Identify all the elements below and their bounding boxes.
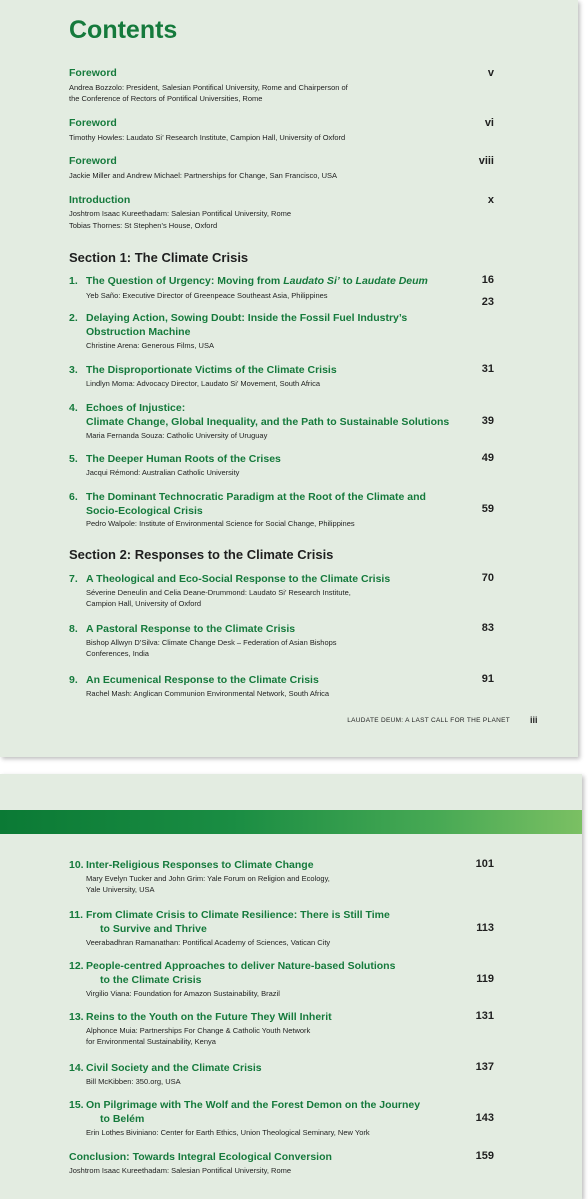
toc-author: Christine Arena: Generous Films, USA: [86, 341, 214, 350]
toc-entry-title: Foreword: [69, 67, 117, 79]
toc-author: the Conference of Rectors of Pontifical Universities, Rome: [69, 94, 263, 103]
toc-author: Yeb Saño: Executive Director of Greenpeace Southeast Asia, Philippines: [86, 291, 328, 300]
toc-page-number: 137: [475, 1061, 494, 1073]
toc-author: Alphonce Muia: Partnerships For Change & Catholic Youth Network: [86, 1026, 311, 1035]
toc-chapter-title: The Deeper Human Roots of the Crises: [86, 453, 281, 465]
toc-author: Bishop Allwyn D’Silva: Climate Change Desk – Federation of Asian Bishops: [86, 638, 337, 647]
toc-chapter-title: to Belém: [100, 1113, 145, 1125]
toc-chapter-title: Inter-Religious Responses to Climate Change: [86, 859, 314, 871]
toc-chapter-title: Socio-Ecological Crisis: [86, 505, 203, 517]
toc-page-number: 119: [476, 973, 494, 985]
toc-entry-title: Introduction: [69, 194, 131, 206]
toc-author: Mary Evelyn Tucker and John Grim: Yale Forum on Religion and Ecology,: [86, 874, 330, 883]
page-title: Contents: [69, 16, 178, 44]
toc-chapter-title: The Disproportionate Victims of the Climate Crisis: [86, 364, 337, 376]
toc-page-number: 70: [481, 572, 494, 584]
toc-author: Campion Hall, University of Oxford: [86, 599, 202, 608]
toc-chapter-number: 4.: [69, 402, 78, 414]
contents-page-continued: [0, 774, 582, 1199]
toc-chapter-number: 2.: [69, 312, 78, 324]
toc-page-number: 113: [476, 922, 494, 934]
toc-author: Jackie Miller and Andrew Michael: Partnerships for Change, San Francisco, USA: [69, 171, 338, 180]
toc-page-number: 159: [475, 1150, 494, 1162]
toc-page-number: 83: [481, 622, 494, 634]
toc-chapter-title: to Survive and Thrive: [100, 923, 207, 935]
toc-author: Joshtrom Isaac Kureethadam: Salesian Pontifical University, Rome: [69, 209, 292, 218]
toc-chapter-number: 13.: [69, 1011, 84, 1023]
toc-chapter-number: 11.: [69, 909, 84, 921]
toc-author: Conferences, India: [86, 649, 149, 658]
toc-chapter-title: From Climate Crisis to Climate Resilience: There is Still Time: [86, 909, 390, 921]
toc-chapter-title: A Pastoral Response to the Climate Crisis: [86, 623, 296, 635]
toc-page-number: 16: [481, 274, 494, 286]
toc-author: for Environmental Sustainability, Kenya: [86, 1037, 216, 1046]
toc-author: Yale University, USA: [86, 885, 155, 894]
toc-chapter-number: 3.: [69, 364, 78, 376]
toc-author: Tobias Thornes: St Stephen’s House, Oxford: [69, 221, 218, 230]
toc-page-number: 39: [481, 415, 494, 427]
toc-chapter-title: Reins to the Youth on the Future They Will Inherit: [86, 1011, 332, 1023]
toc-chapter-title: An Ecumenical Response to the Climate Crisis: [86, 674, 319, 686]
toc-author: Jacqui Rémond: Australian Catholic University: [86, 468, 240, 477]
toc-author: Erin Lothes Biviniano: Center for Earth Ethics, Union Theological Seminary, New York: [86, 1128, 370, 1137]
toc-chapter-number: 6.: [69, 491, 78, 503]
toc-page-number: 101: [475, 858, 494, 870]
toc-page-number: 143: [475, 1112, 494, 1124]
toc-chapter-title: Climate Change, Global Inequality, and the Path to Sustainable Solutions: [86, 416, 450, 428]
toc-author: Joshtrom Isaac Kureethadam: Salesian Pontifical University, Rome: [69, 1166, 292, 1175]
toc-chapter-title: to the Climate Crisis: [100, 974, 202, 986]
toc-chapter-number: 1.: [69, 275, 78, 287]
toc-chapter-title: The Question of Urgency: Moving from Laudato Si’ to Laudate Deum: [86, 275, 428, 287]
toc-chapter-title: On Pilgrimage with The Wolf and the Forest Demon on the Journey: [86, 1099, 421, 1111]
toc-chapter-number: 5.: [69, 453, 78, 465]
toc-chapter-number: 8.: [69, 623, 78, 635]
section-heading: Section 2: Responses to the Climate Crisis: [69, 547, 334, 562]
toc-chapter-number: 15.: [69, 1099, 84, 1111]
toc-page-number: v: [487, 67, 494, 79]
toc-page-number: vi: [484, 117, 494, 129]
toc-entry-title: Foreword: [69, 117, 117, 129]
toc-page-number: x: [487, 194, 494, 206]
toc-page-number: 49: [481, 452, 494, 464]
toc-chapter-title: Delaying Action, Sowing Doubt: Inside the Fossil Fuel Industry’s: [86, 312, 408, 324]
toc-page-number: 23: [481, 296, 494, 308]
toc-chapter-number: 14.: [69, 1062, 84, 1074]
toc-chapter-title: Echoes of Injustice:: [86, 402, 186, 414]
toc-page-number: 131: [475, 1010, 494, 1022]
toc-chapter-title: Civil Society and the Climate Crisis: [86, 1062, 262, 1074]
toc-author: Maria Fernanda Souza: Catholic University of Uruguay: [86, 431, 268, 440]
toc-page-number: viii: [478, 155, 494, 167]
toc-chapter-title: Conclusion: Towards Integral Ecological Conversion: [69, 1151, 332, 1163]
toc-entry-title: Foreword: [69, 155, 117, 167]
toc-chapter-number: 12.: [69, 960, 84, 972]
toc-page-number: 91: [481, 673, 494, 685]
running-footer: LAUDATE DEUM: A LAST CALL FOR THE PLANET: [347, 717, 510, 724]
toc-chapter-title: A Theological and Eco-Social Response to the Climate Crisis: [86, 573, 391, 585]
toc-author: Timothy Howles: Laudato Si’ Research Institute, Campion Hall, University of Oxford: [69, 133, 346, 142]
toc-author: Pedro Walpole: Institute of Environmental Science for Social Change, Philippines: [86, 519, 355, 528]
toc-chapter-title: Obstruction Machine: [86, 326, 191, 338]
toc-page-number: 31: [481, 363, 494, 375]
toc-author: Bill McKibben: 350.org, USA: [86, 1077, 181, 1086]
toc-chapter-title: People-centred Approaches to deliver Nature-based Solutions: [86, 960, 396, 972]
toc-author: Andrea Bozzolo: President, Salesian Pontifical University, Rome and Chairperson of: [69, 83, 348, 92]
toc-author: Séverine Deneulin and Celia Deane-Drummond: Laudato Si’ Research Institute,: [86, 588, 351, 597]
folio-page-number: iii: [530, 715, 538, 725]
toc-chapter-title: The Dominant Technocratic Paradigm at the Root of the Climate and: [86, 491, 426, 503]
toc-author: Lindlyn Moma: Advocacy Director, Laudato Si’ Movement, South Africa: [86, 379, 321, 388]
toc-chapter-number: 9.: [69, 674, 78, 686]
toc-author: Rachel Mash: Anglican Communion Environmental Network, South Africa: [86, 689, 330, 698]
toc-chapter-number: 7.: [69, 573, 78, 585]
toc-author: Veerabadhran Ramanathan: Pontifical Academy of Sciences, Vatican City: [86, 938, 331, 947]
decorative-green-band: [0, 810, 582, 834]
toc-author: Virgilio Viana: Foundation for Amazon Sustainability, Brazil: [86, 989, 280, 998]
toc-page-number: 59: [481, 503, 494, 515]
section-heading: Section 1: The Climate Crisis: [69, 250, 249, 265]
toc-chapter-number: 10.: [69, 859, 84, 871]
